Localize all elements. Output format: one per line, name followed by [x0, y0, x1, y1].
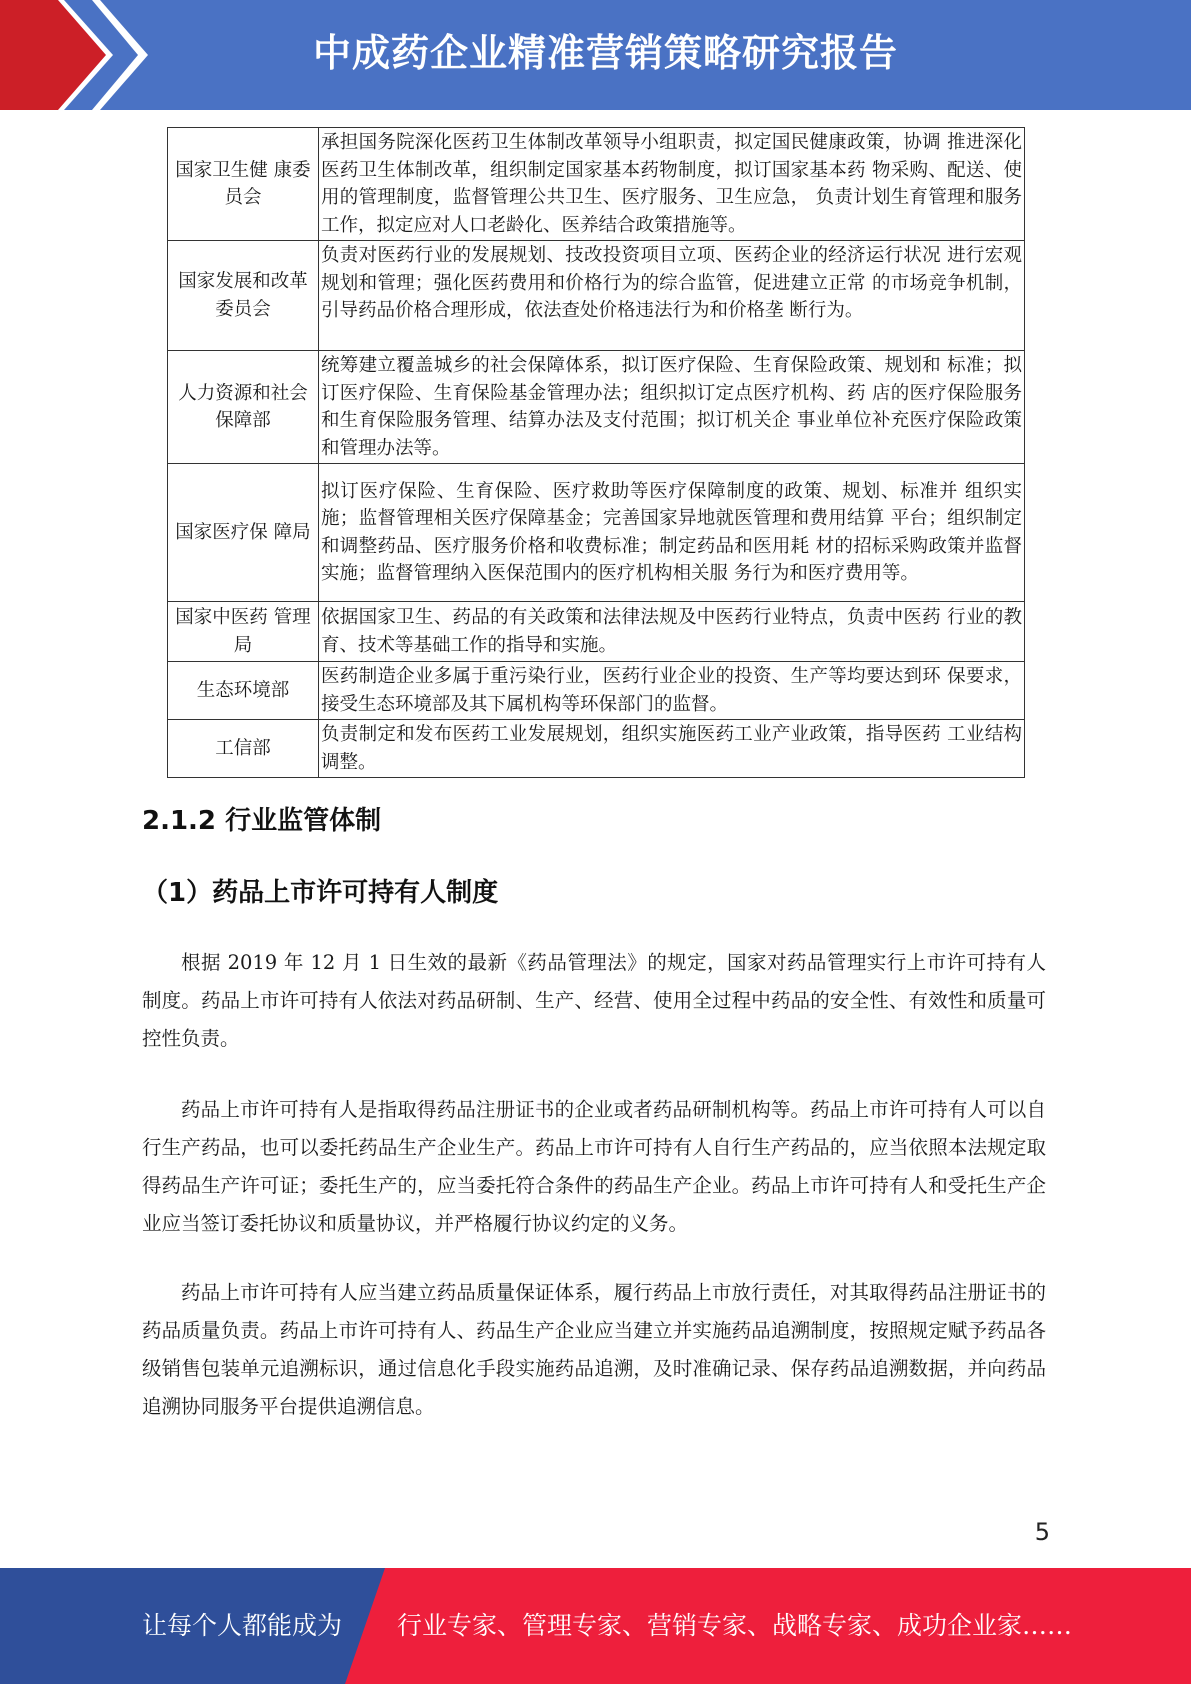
table-row — [168, 464, 1025, 602]
desc-cell: 拟订医疗保险、生育保险、医疗救助等医疗保障制度的政策、规划、标准并 组织实施；监督管理相关医疗保障基金；完善国家异地就医管理和费用结算 平台；组织制定和调整药品、医疗服务价格和收费标准；制定药品和医用耗 材的招标采购政策并监督实施；监督管理纳入医保范围内的医疗机构相关服 务行为和医疗费用等。 — [319, 464, 1025, 602]
regulatory-bodies-table — [167, 127, 1025, 778]
body-paragraph: 根据 2019 年 12 月 1 日生效的最新《药品管理法》的规定，国家对药品管理实行上市许可持有人制度。药品上市许可持有人依法对药品研制、生产、经营、使用全过程中药品的安全性、有效性和质量可控性负责。 — [142, 951, 1046, 1050]
org-cell: 国家医疗保 障局 — [168, 464, 319, 602]
org-cell: 国家发展和改革委员会 — [168, 241, 319, 351]
org-cell: 人力资源和社会保障部 — [168, 351, 319, 464]
desc-cell: 承担国务院深化医药卫生体制改革领导小组职责，拟定国民健康政策，协调 推进深化医药卫生体制改革，组织制定国家基本药物制度，拟订国家基本药 物采购、配送、使用的管理制度，监督管理公共卫生、医疗服务、卫生应急， 负责计划生育管理和服务工作，拟定应对人口老龄化、医养结合政策措施等。 — [319, 128, 1025, 241]
org-cell: 国家中医药 管理局 — [168, 602, 319, 662]
table-row — [168, 662, 1025, 720]
desc-cell: 统筹建立覆盖城乡的社会保障体系，拟订医疗保险、生育保险政策、规划和 标准；拟订医疗保险、生育保险基金管理办法；组织拟订定点医疗机构、药 店的医疗保险服务和生育保险服务管理、结算办法及支付范围；拟订机关企 事业单位补充医疗保险政策和管理办法等。 — [319, 351, 1025, 464]
table-row — [168, 241, 1025, 351]
body-paragraph: 药品上市许可持有人是指取得药品注册证书的企业或者药品研制机构等。药品上市许可持有人可以自行生产药品，也可以委托药品生产企业生产。药品上市许可持有人自行生产药品的，应当依照本法规定取得药品生产许可证；委托生产的，应当委托符合条件的药品生产企业。药品上市许可持有人和受托生产企业应当签订委托协议和质量协议，并严格履行协议约定的义务。 — [142, 1098, 1046, 1235]
org-cell: 生态环境部 — [168, 662, 319, 720]
subsection-heading: （1）药品上市许可持有人制度 — [142, 878, 499, 908]
table-row — [168, 720, 1025, 778]
desc-cell: 依据国家卫生、药品的有关政策和法律法规及中医药行业特点，负责中医药 行业的教育、技术等基础工作的指导和实施。 — [319, 602, 1025, 662]
page-number: 5 — [1034, 1518, 1050, 1546]
header-banner — [0, 0, 1191, 110]
desc-cell: 负责对医药行业的发展规划、技改投资项目立项、医药企业的经济运行状况 进行宏观规划和管理；强化医药费用和价格行为的综合监管，促进建立正常 的市场竞争机制，引导药品价格合理形成，依法查处价格违法行为和价格垄 断行为。 — [319, 241, 1025, 351]
desc-cell: 负责制定和发布医药工业发展规划，组织实施医药工业产业政策，指导医药 工业结构调整。 — [319, 720, 1025, 778]
section-heading: 2.1.2 行业监管体制 — [142, 806, 382, 836]
org-cell: 工信部 — [168, 720, 319, 778]
footer-banner — [0, 1568, 1191, 1684]
table-row — [168, 602, 1025, 662]
org-cell: 国家卫生健 康委员会 — [168, 128, 319, 241]
desc-cell: 医药制造企业多属于重污染行业，医药行业企业的投资、生产等均要达到环 保要求，接受生态环境部及其下属机构等环保部门的监督。 — [319, 662, 1025, 720]
body-paragraph: 药品上市许可持有人应当建立药品质量保证体系，履行药品上市放行责任，对其取得药品注册证书的药品质量负责。药品上市许可持有人、药品生产企业应当建立并实施药品追溯制度，按照规定赋予药品各级销售包装单元追溯标识，通过信息化手段实施药品追溯，及时准确记录、保存药品追溯数据，并向药品追溯协同服务平台提供追溯信息。 — [142, 1281, 1046, 1418]
report-title: 中成药企业精准营销策略研究报告 — [312, 31, 898, 75]
table-row — [168, 351, 1025, 464]
table-row — [168, 128, 1025, 241]
footer-slogan-left: 让每个人都能成为 — [142, 1611, 343, 1640]
footer-slogan-right: 行业专家、管理专家、营销专家、战略专家、成功企业家…… — [397, 1611, 1073, 1640]
